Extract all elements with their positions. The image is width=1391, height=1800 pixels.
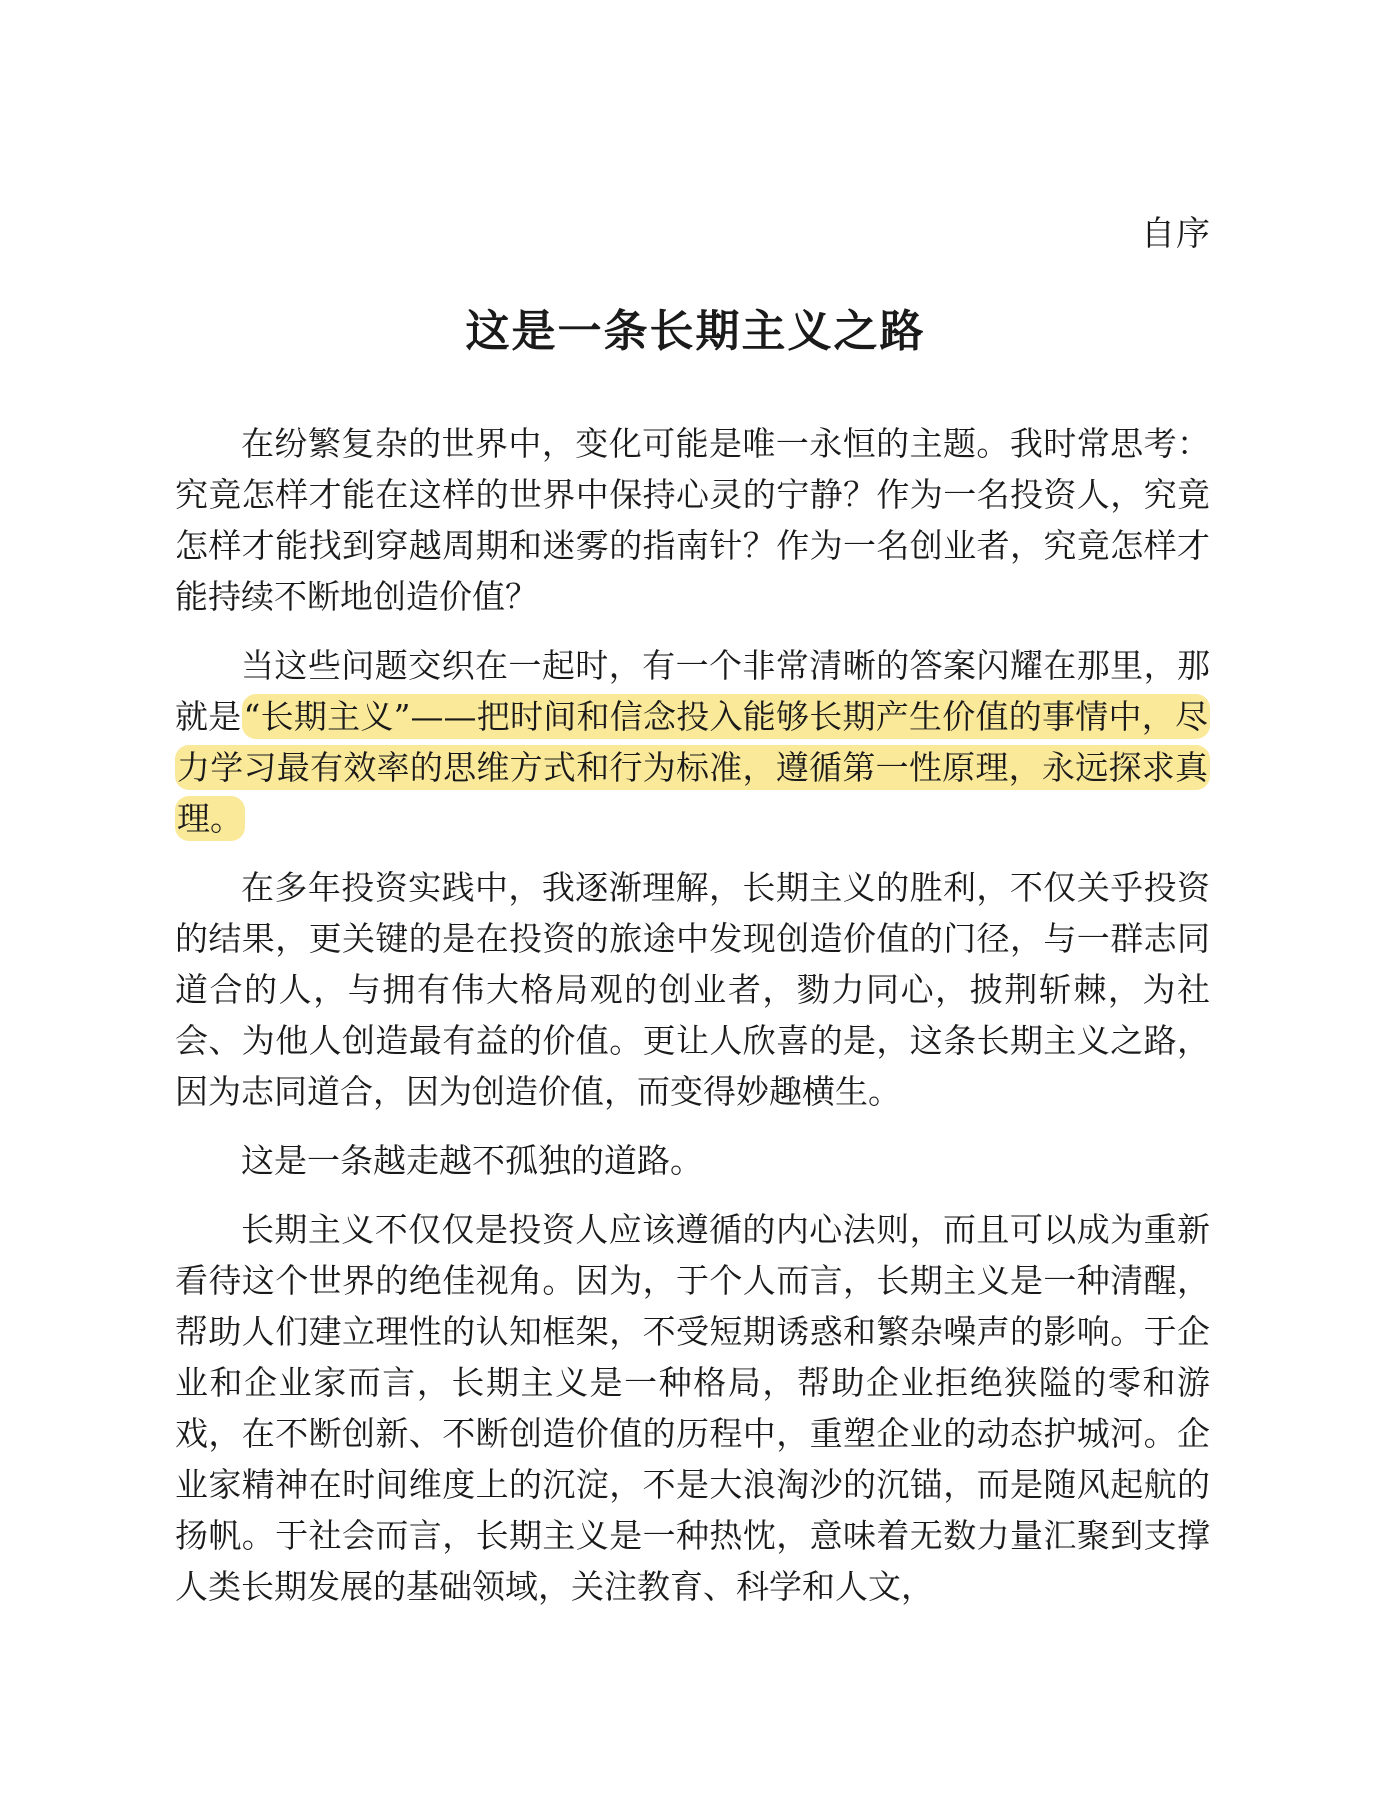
paragraph-2-lead: 当这些问题交织在一起时，有一个非常清晰的答案闪耀在那里，那就是 xyxy=(175,646,1210,736)
paragraph-4: 这是一条越走越不孤独的道路。 xyxy=(241,1141,703,1180)
paragraph-5: 长期主义不仅仅是投资人应该遵循的内心法则，而且可以成为重新看待这个世界的绝佳视角。因为，于个人而言，长期主义是一种清醒，帮助人们建立理性的认知框架，不受短期诱惑和繁杂噪声的影响。于企业和企业家而言，长期主义是一种格局，帮助企业拒绝狭隘的零和游戏，在不断创新、不断创造价值的历程中，重塑企业的动态护城河。企业家精神在时间维度上的沉淀，不是大浪淘沙的沉锚，而是随风起航的扬帆。于社会而言，长期主义是一种热忱，意味着无数力量汇聚到支撑人类长期发展的基础领域，关注教育、科学和人文， xyxy=(175,1210,1210,1606)
body-text xyxy=(175,418,1210,1630)
section-label: 自序 xyxy=(1141,214,1211,254)
paragraph-1: 在纷繁复杂的世界中，变化可能是唯一永恒的主题。我时常思考：究竟怎样才能在这样的世界中保持心灵的宁静？作为一名投资人，究竟怎样才能找到穿越周期和迷雾的指南针？作为一名创业者，究竟怎样才能持续不断地创造价值？ xyxy=(175,424,1210,616)
paragraph-3: 在多年投资实践中，我逐渐理解，长期主义的胜利，不仅关乎投资的结果，更关键的是在投资的旅途中发现创造价值的门径，与一群志同道合的人，与拥有伟大格局观的创业者，勠力同心，披荆斩棘，为社会、为他人创造最有益的价值。更让人欣喜的是，这条长期主义之路，因为志同道合，因为创造价值，而变得妙趣横生。 xyxy=(175,868,1210,1111)
paragraph-2 xyxy=(175,640,1210,844)
highlighted-passage: “长期主义”——把时间和信念投入能够长期产生价值的事情中，尽力学习最有效率的思维方式和行为标准，遵循第一性原理，永远探求真理。 xyxy=(175,694,1210,841)
page-title: 这是一条长期主义之路 xyxy=(465,306,926,357)
